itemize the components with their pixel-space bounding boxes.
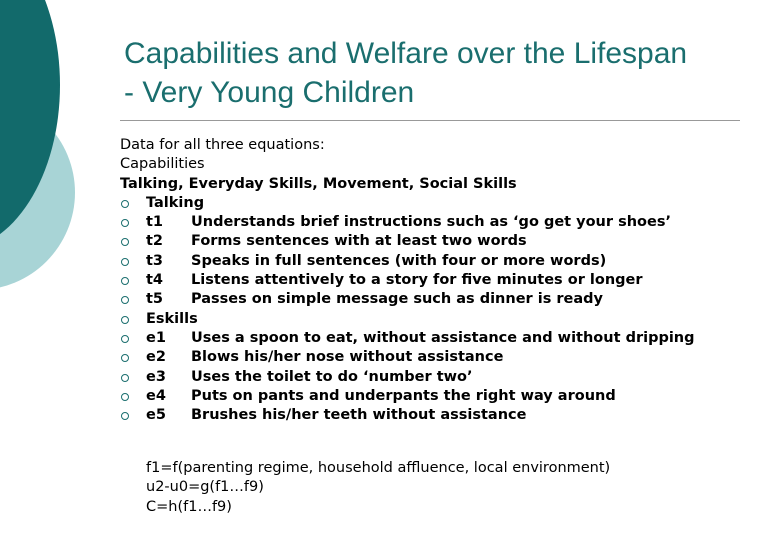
- bullet-icon: [121, 238, 129, 246]
- bullet-icon: [121, 219, 129, 227]
- bullet-icon: [121, 277, 129, 285]
- bullet-icon: [121, 335, 129, 343]
- list-item: t4 Listens attentively to a story for five minutes or longer: [120, 271, 760, 290]
- list-item: Talking: [120, 194, 760, 213]
- bullet-icon: [121, 316, 129, 324]
- equation-2: u2-u0=g(f1…f9): [146, 479, 264, 496]
- decorative-circles: [0, 0, 120, 300]
- capabilities-heading: Talking, Everyday Skills, Movement, Social Skills: [120, 175, 517, 192]
- list-item: e3 Uses the toilet to do ‘number two’: [120, 368, 760, 387]
- list-item: e1 Uses a spoon to eat, without assistance and without dripping: [120, 329, 760, 348]
- intro-line-2: Capabilities: [120, 156, 205, 173]
- list-item: t5 Passes on simple message such as dinner is ready: [120, 290, 760, 309]
- bullet-icon: [121, 393, 129, 401]
- bullet-icon: [121, 412, 129, 420]
- equation-1: f1=f(parenting regime, household affluence, local environment): [146, 460, 611, 476]
- list-item: Eskills: [120, 310, 760, 329]
- title-line-2: - Very Young Children: [124, 76, 415, 109]
- equations: [146, 459, 610, 517]
- intro-line-1: Data for all three equations:: [120, 137, 325, 153]
- title-divider: [120, 120, 740, 121]
- slide-body: [120, 136, 760, 425]
- list-item: t2 Forms sentences with at least two words: [120, 232, 760, 251]
- equation-3: C=h(f1…f9): [146, 498, 232, 515]
- capability-list: [120, 194, 760, 426]
- bullet-icon: [121, 296, 129, 304]
- bullet-icon: [121, 374, 129, 382]
- bullet-icon: [121, 354, 129, 362]
- bullet-icon: [121, 200, 129, 208]
- list-item: e2 Blows his/her nose without assistance: [120, 348, 760, 367]
- list-item: e4 Puts on pants and underpants the right way around: [120, 387, 760, 406]
- slide-title: [124, 34, 764, 112]
- bullet-icon: [121, 258, 129, 266]
- list-item: t3 Speaks in full sentences (with four or more words): [120, 252, 760, 271]
- list-item: t1 Understands brief instructions such as ‘go get your shoes’: [120, 213, 760, 232]
- title-line-1: Capabilities and Welfare over the Lifespan: [124, 37, 688, 70]
- list-item: e5 Brushes his/her teeth without assistance: [120, 406, 760, 425]
